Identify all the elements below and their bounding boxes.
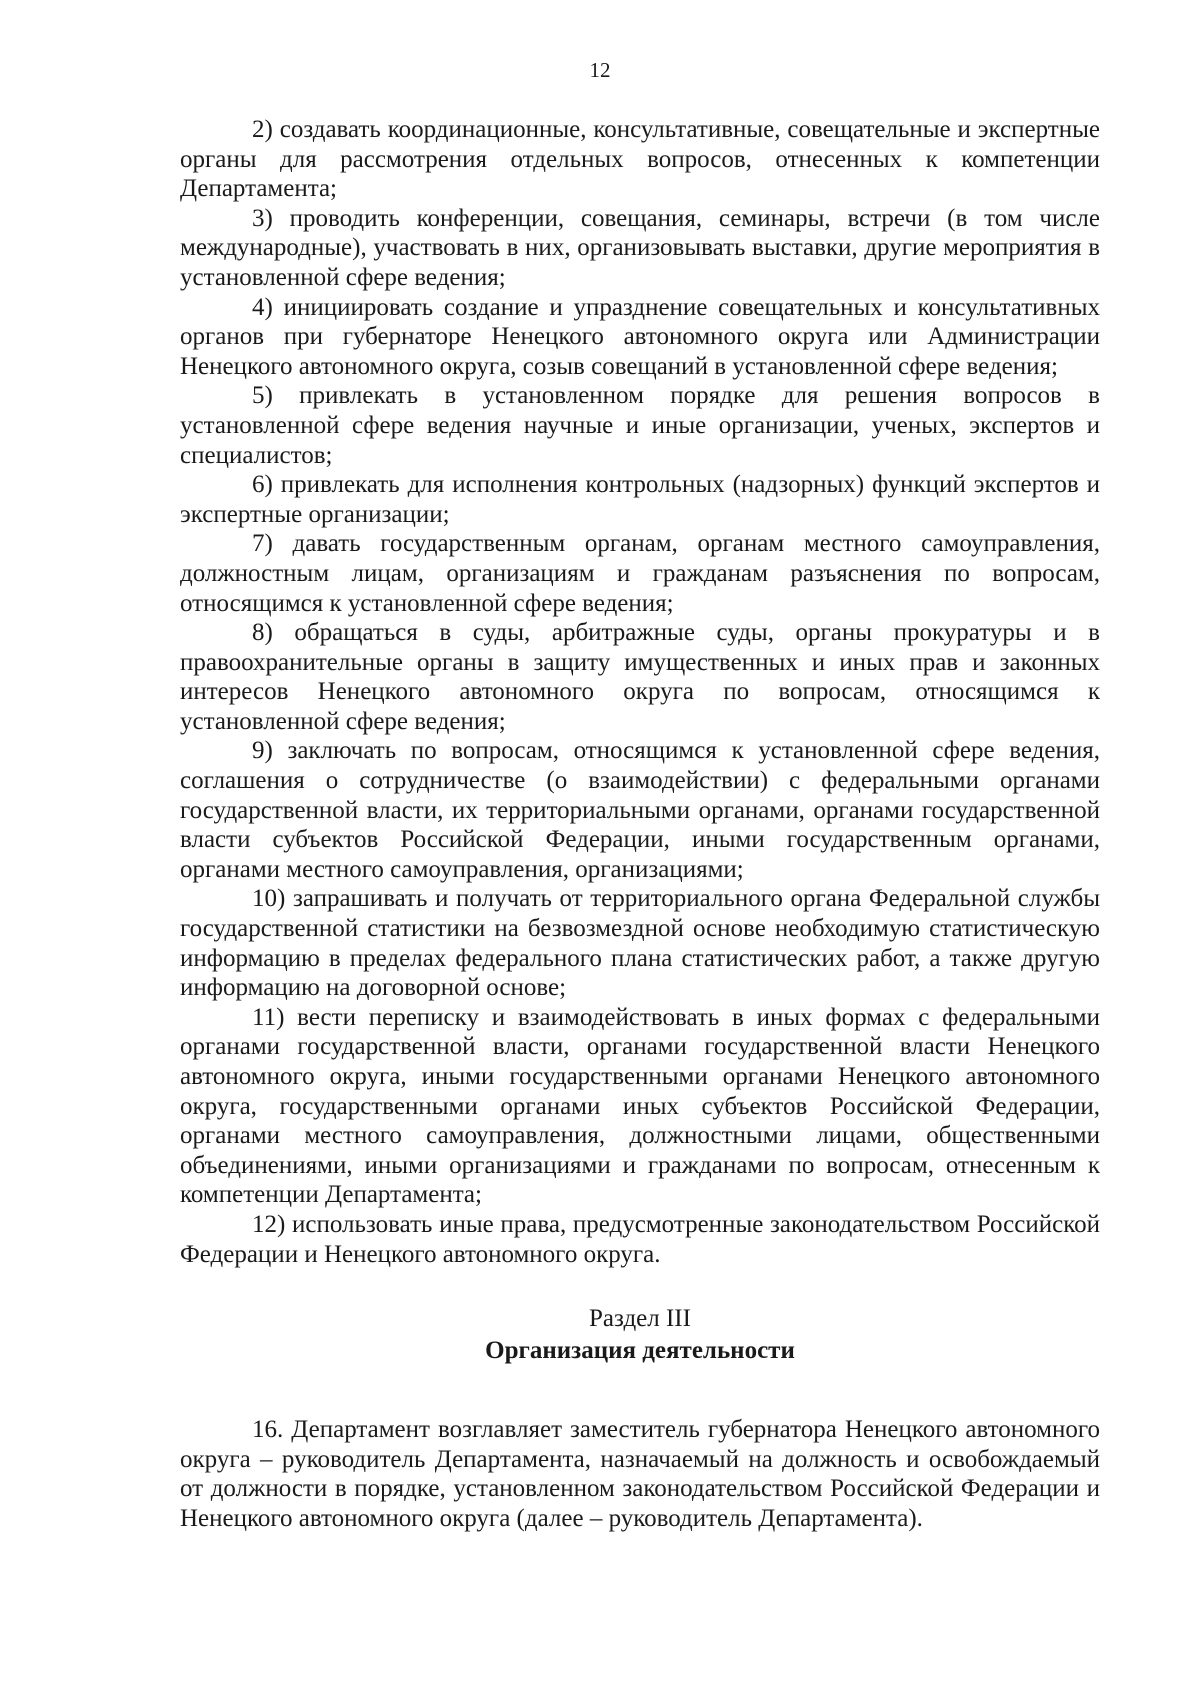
list-item-3: 3) проводить конференции, совещания, семинары, встречи (в том числе международные), участвовать в них, организовывать выставки, другие мероприятия в установленной сфере ведения; (180, 204, 1100, 291)
clause-16: 16. Департамент возглавляет заместитель губернатора Ненецкого автономного округа – руководитель Департамента, назначаемый на должность и освобождаемый от должности в порядке, установленном законодательством Российской Федерации и Ненецкого автономного округа (далее – руководитель Департамента). (180, 1416, 1100, 1532)
list-item-4: 4) инициировать создание и упразднение совещательных и консультативных органов при губернаторе Ненецкого автономного округа или Администрации Ненецкого автономного округа, созыв совещаний в установленной сфере ведения; (180, 293, 1100, 380)
section-label: Раздел III (589, 1305, 691, 1333)
list-item-8: 8) обращаться в суды, арбитражные суды, органы прокуратуры и в правоохранительные органы в защиту имущественных и иных прав и законных интересов Ненецкого автономного округа по вопросам, относящимся к установленной сфере ведения; (180, 619, 1100, 735)
list-item-2: 2) создавать координационные, консультативные, совещательные и экспертные органы для рассмотрения отдельных вопросов, отнесенных к компетенции Департамента; (180, 116, 1100, 203)
list-item-9: 9) заключать по вопросам, относящимся к установленной сфере ведения, соглашения о сотрудничестве (о взаимодействии) с федеральными органами государственной власти, их территориальными органами, органами государственной власти субъектов Российской Федерации, иными государственным органами, органами местного самоуправления, организациями; (180, 737, 1100, 883)
section-title: Организация деятельности (485, 1337, 795, 1365)
document-body (180, 115, 1100, 1534)
list-item-10: 10) запрашивать и получать от территориального органа Федеральной службы государственной статистики на безвозмездной основе необходимую статистическую информацию в пределах федерального плана статистических работ, а также другую информацию на договорной основе; (180, 885, 1100, 1002)
list-item-5: 5) привлекать в установленном порядке для решения вопросов в установленной сфере ведения научные и иные организации, ученых, экспертов и специалистов; (180, 382, 1100, 469)
page-number: 12 (589, 58, 611, 82)
list-item-12: 12) использовать иные права, предусмотренные законодательством Российской Федерации и Ненецкого автономного округа. (180, 1210, 1100, 1268)
list-item-6: 6) привлекать для исполнения контрольных (надзорных) функций экспертов и экспертные организации; (180, 471, 1100, 528)
list-item-11: 11) вести переписку и взаимодействовать в иных формах с федеральными органами государственной власти, органами государственной власти Ненецкого автономного округа, иными государственными органами Ненецкого автономного округа, государственными органами иных субъектов Российской Федерации, органами местного самоуправления, должностными лицами, общественными объединениями, иными организациями и гражданами по вопросам, отнесенным к компетенции Департамента; (180, 1003, 1100, 1209)
list-item-7: 7) давать государственным органам, органам местного самоуправления, должностным лицам, организациям и гражданам разъяснения по вопросам, относящимся к установленной сфере ведения; (180, 530, 1100, 617)
section-heading (180, 1303, 1100, 1367)
